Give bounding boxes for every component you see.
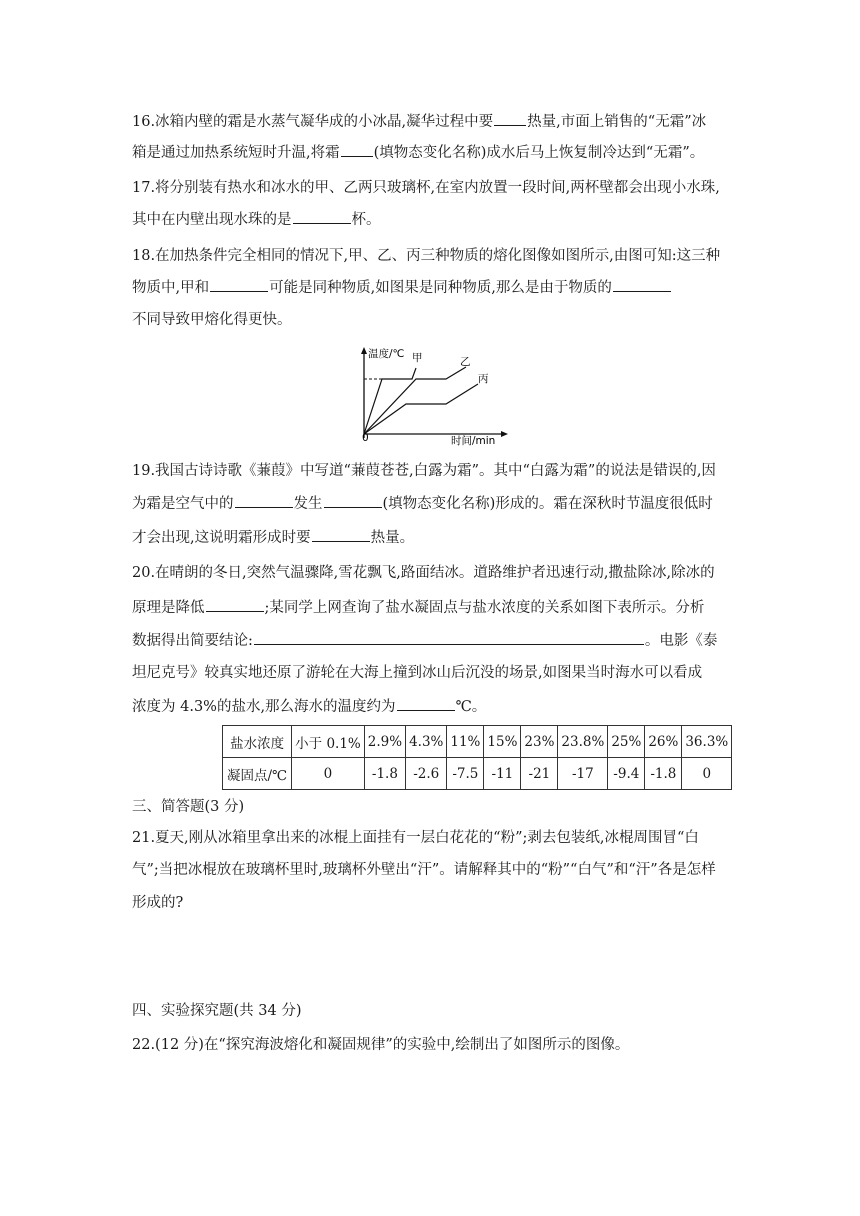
table-row [223,726,732,758]
q20-text: 原理是降低 [132,600,205,616]
table-cell: 0 [682,758,732,790]
table-cell: 小于 0.1% [292,726,365,758]
q17-text: 其中在内壁出现水珠的是 [132,212,292,228]
q17-line-2 [132,208,732,231]
table-cell: 0 [292,758,365,790]
q19-text: (填物态变化名称)形成的。霜在深秋时节温度很低时 [382,496,713,512]
table-cell: -2.6 [406,758,447,790]
y-axis-label: 温度/℃ [368,348,405,360]
curve-label-yi: 乙 [460,356,471,368]
answer-blank[interactable] [210,276,268,292]
q19-text: 发生 [293,496,323,512]
q20-line-2 [132,596,732,619]
table-cell: -9.4 [608,758,645,790]
x-axis-arrow [501,431,508,437]
q20-line-4: 坦尼克号》较真实地还原了游轮在大海上撞到冰山后沉没的场景,如图果当时海水可以看成 [132,665,703,681]
curve-bing [364,384,478,434]
q22-line-1: 22.(12 分)在“探究海波熔化和凝固规律”的实验中,绘制出了如图所示的图像。 [132,1037,630,1053]
q16-line-2 [132,141,732,164]
q19-line-2 [132,492,732,515]
q18-text: 物质中,甲和 [132,280,210,296]
q16-text: 16.冰箱内壁的霜是水蒸气凝华成的小冰晶,凝华过程中要 [132,114,494,130]
table-cell: 23% [521,726,558,758]
q18-line-2 [132,276,732,299]
table-cell: 23.8% [558,726,608,758]
y-axis-arrow [361,347,367,354]
table-cell: -1.8 [645,758,682,790]
q18-line-3: 不同导致甲熔化得更快。 [132,312,292,328]
q19-text: 为霜是空气中的 [132,496,234,512]
section-heading-3: 三、简答题(3 分) [132,799,245,815]
melting-graph [344,344,514,446]
table-cell: 26% [645,726,682,758]
q19-text: 热量。 [370,530,415,546]
table-header-cell: 盐水浓度 [223,726,292,758]
q20-text: 。电影《泰 [644,633,718,649]
q18-line-1: 18.在加热条件完全相同的情况下,甲、乙、丙三种物质的熔化图像如图所示,由图可知:这三种 [132,248,721,264]
table-cell: 15% [484,726,521,758]
answer-blank[interactable] [293,208,351,224]
table-cell: -11 [484,758,521,790]
q18-text: 可能是同种物质,如图果是同种物质,那么是由于物质的 [269,280,612,296]
curve-jia [364,368,416,434]
q20-line-1: 20.在晴朗的冬日,突然气温骤降,雪花飘飞,路面结冰。道路维护者迅速行动,撒盐除冰,除冰的 [132,565,715,581]
q16-text: 热量,市面上销售的“无霜”冰 [527,114,707,130]
answer-blank[interactable] [324,492,382,508]
x-axis-label: 时间/min [451,435,496,446]
q20-text: ℃。 [455,699,487,715]
q17-line-1: 17.将分别装有热水和冰水的甲、乙两只玻璃杯,在室内放置一段时间,两杯壁都会出现小水珠, [132,180,720,196]
q16-text: (填物态变化名称)成水后马上恢复制冷达到“无霜”。 [373,145,705,161]
q16-text: 箱是通过加热系统短时升温,将霜 [132,145,340,161]
table-cell: -7.5 [447,758,484,790]
salt-water-table [222,725,732,790]
curve-label-jia: 甲 [412,352,423,364]
q19-line-3 [132,526,732,549]
answer-blank[interactable] [235,492,293,508]
q20-line-5 [132,695,732,718]
table-row [223,758,732,790]
q20-text: 数据得出简要结论: [132,633,253,649]
table-cell: 36.3% [682,726,732,758]
q20-text: 浓度为 4.3%的盐水,那么海水的温度约为 [132,699,396,715]
table-cell: -17 [558,758,608,790]
q20-line-3 [132,629,732,652]
answer-blank[interactable] [494,110,526,126]
curve-label-bing: 丙 [478,373,489,385]
table-cell: 11% [447,726,484,758]
table-cell: 25% [608,726,645,758]
table-cell: -21 [521,758,558,790]
section-heading-4: 四、实验探究题(共 34 分) [132,1003,302,1019]
q20-text: ;某同学上网查询了盐水凝固点与盐水浓度的关系如图下表所示。分析 [264,600,705,616]
answer-blank[interactable] [397,695,455,711]
q16-line-1 [132,110,732,133]
origin-label: 0 [362,432,369,444]
q21-line-2: 气”;当把冰棍放在玻璃杯里时,玻璃杯外壁出“汗”。请解释其中的“粉”“白气”和“汗”各是怎样 [132,862,716,878]
table-header-cell: 凝固点/℃ [223,758,292,790]
table-cell: -1.8 [364,758,405,790]
q21-line-1: 21.夏天,刚从冰箱里拿出来的冰棍上面挂有一层白花花的“粉”;剥去包装纸,冰棍周围冒“白 [132,830,699,846]
q17-text: 杯。 [351,212,381,228]
answer-blank[interactable] [341,141,373,157]
q19-line-1: 19.我国古诗诗歌《蒹葭》中写道“蒹葭苍苍,白露为霜”。其中“白露为霜”的说法是错误的,因 [132,463,716,479]
answer-blank[interactable] [613,276,671,292]
answer-blank[interactable] [312,526,370,542]
q21-line-3: 形成的? [132,895,184,911]
table-cell: 2.9% [364,726,405,758]
q19-text: 才会出现,这说明霜形成时要 [132,530,311,546]
table-cell: 4.3% [406,726,447,758]
answer-blank[interactable] [254,629,644,645]
answer-blank[interactable] [206,596,264,612]
